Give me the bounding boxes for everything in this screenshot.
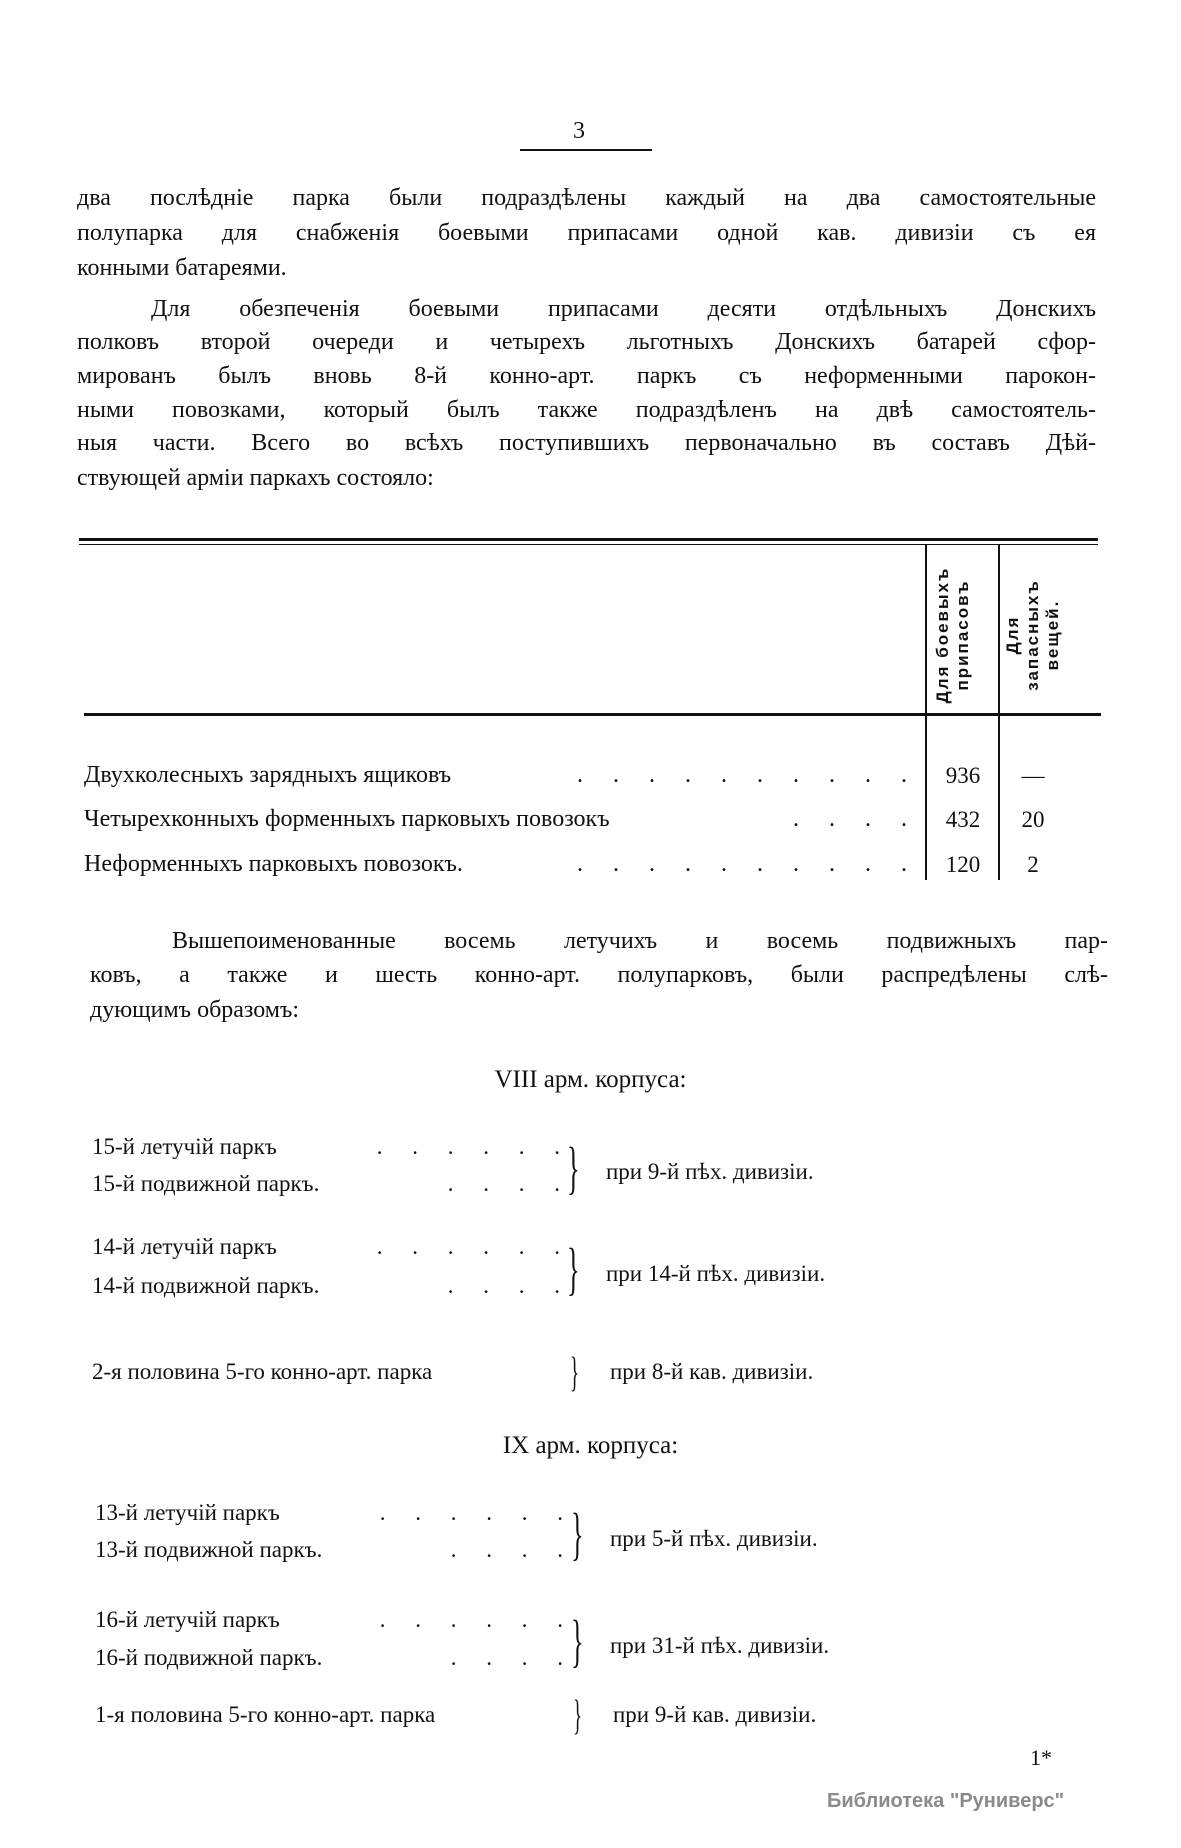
- header-ammo-line1: Для боевыхъ: [933, 566, 952, 704]
- assignment: при 14-й пѣх. дивизіи.: [606, 1261, 826, 1286]
- park-label: 15-й летучій паркъ: [92, 1134, 277, 1159]
- row-label: Двухколесныхъ зарядныхъ ящиковъ: [84, 762, 452, 788]
- dots: . . . .: [450, 1537, 575, 1562]
- ammo-value: 432: [945, 807, 981, 832]
- assignment: при 8-й кав. дивизіи.: [610, 1359, 814, 1384]
- paragraph2-line: Для обезпеченія боевыми припасами десяти отдѣльныхъ Донскихъ: [151, 296, 1096, 322]
- dots: . . . .: [447, 1171, 572, 1196]
- paragraph2-line: полковъ второй очереди и четырехъ льготныхъ Донскихъ батарей сфор-: [77, 329, 1096, 355]
- page-number-rule: [520, 149, 652, 151]
- park-label: 1-я половина 5-го конно-арт. парка: [95, 1702, 436, 1727]
- page-number: 3: [573, 118, 585, 144]
- header-spare: [1003, 560, 1063, 710]
- table-top-rule-thin: [79, 544, 1098, 545]
- row-dots: . . . . . . . . . .: [577, 851, 919, 877]
- park-label: 13-й подвижной паркъ.: [95, 1537, 323, 1562]
- signature-mark: 1*: [1030, 1745, 1052, 1770]
- header-ammo: [933, 560, 973, 710]
- park-label: 15-й подвижной паркъ.: [92, 1171, 320, 1196]
- dots: . . . . . .: [376, 1134, 572, 1159]
- header-spare-line2: вещей.: [1043, 599, 1062, 671]
- paragraph2-line: мированъ былъ вновь 8-й конно-арт. паркъ съ неформенными парокон-: [77, 363, 1096, 389]
- watermark: Библиотека "Руниверс": [827, 1790, 1065, 1812]
- paragraph1-line: два послѣдніе парка были подраздѣлены каждый на два самостоятельные: [77, 185, 1096, 211]
- park-label: 14-й летучій паркъ: [92, 1234, 277, 1259]
- header-spare-line1: Для запасныхъ: [1003, 579, 1042, 691]
- row-dots: . . . .: [793, 806, 919, 832]
- park-label: 2-я половина 5-го конно-арт. парка: [92, 1359, 433, 1384]
- table-header-rule: [84, 713, 1101, 716]
- park-label: 13-й летучій паркъ: [95, 1500, 280, 1525]
- header-ammo-line2: припасовъ: [953, 579, 972, 691]
- assignment: при 31-й пѣх. дивизіи.: [610, 1633, 830, 1658]
- table-column-divider: [998, 545, 1000, 880]
- dots: . . . . . .: [376, 1234, 572, 1259]
- spare-value: 20: [1021, 807, 1045, 832]
- spare-value: 2: [1027, 852, 1039, 877]
- brace-icon: }: [567, 1236, 580, 1301]
- paragraph3-line: дующимъ образомъ:: [90, 997, 300, 1023]
- paragraph1-line: конными батареями.: [77, 255, 287, 281]
- row-label: Неформенныхъ парковыхъ повозокъ.: [84, 851, 463, 877]
- row-dots: . . . . . . . . . .: [577, 762, 919, 788]
- corps-title: VIII арм. корпуса:: [494, 1066, 687, 1093]
- park-label: 16-й летучій паркъ: [95, 1607, 280, 1632]
- assignment: при 9-й кав. дивизіи.: [613, 1702, 817, 1727]
- dots: . . . . . .: [379, 1607, 575, 1632]
- assignment: при 5-й пѣх. дивизіи.: [610, 1526, 818, 1551]
- table-column-divider: [925, 545, 927, 880]
- ammo-value: 120: [945, 852, 981, 877]
- brace-icon: }: [567, 1135, 580, 1200]
- brace-icon: }: [570, 1350, 580, 1396]
- corps-title: IX арм. корпуса:: [502, 1432, 679, 1459]
- row-label: Четырехконныхъ форменныхъ парковыхъ повозокъ: [84, 806, 610, 832]
- table-top-rule: [79, 538, 1098, 541]
- paragraph2-line: ными повозками, который былъ также подраздѣленъ на двѣ самостоятель-: [77, 397, 1096, 423]
- park-label: 16-й подвижной паркъ.: [95, 1645, 323, 1670]
- brace-icon: }: [573, 1693, 583, 1739]
- brace-icon: }: [571, 1608, 584, 1673]
- paragraph1-line: полупарка для снабженія боевыми припасами одной кав. дивизіи съ ея: [77, 220, 1096, 246]
- dots: . . . .: [450, 1645, 575, 1670]
- paragraph3-line: Вышепоименованные восемь летучихъ и восемь подвижныхъ пар-: [172, 928, 1108, 954]
- brace-icon: }: [571, 1501, 584, 1566]
- ammo-value: 936: [945, 763, 981, 788]
- dots: . . . .: [447, 1273, 572, 1298]
- spare-value: —: [1021, 763, 1045, 788]
- park-label: 14-й подвижной паркъ.: [92, 1273, 320, 1298]
- dots: . . . . . .: [379, 1500, 575, 1525]
- paragraph3-line: ковъ, а также и шесть конно-арт. полупарковъ, были распредѣлены слѣ-: [90, 962, 1108, 988]
- paragraph2-line: ствующей арміи паркахъ состояло:: [77, 465, 434, 491]
- assignment: при 9-й пѣх. дивизіи.: [606, 1159, 814, 1184]
- paragraph2-line: ныя части. Всего во всѣхъ поступившихъ первоначально въ составъ Дѣй-: [77, 430, 1096, 456]
